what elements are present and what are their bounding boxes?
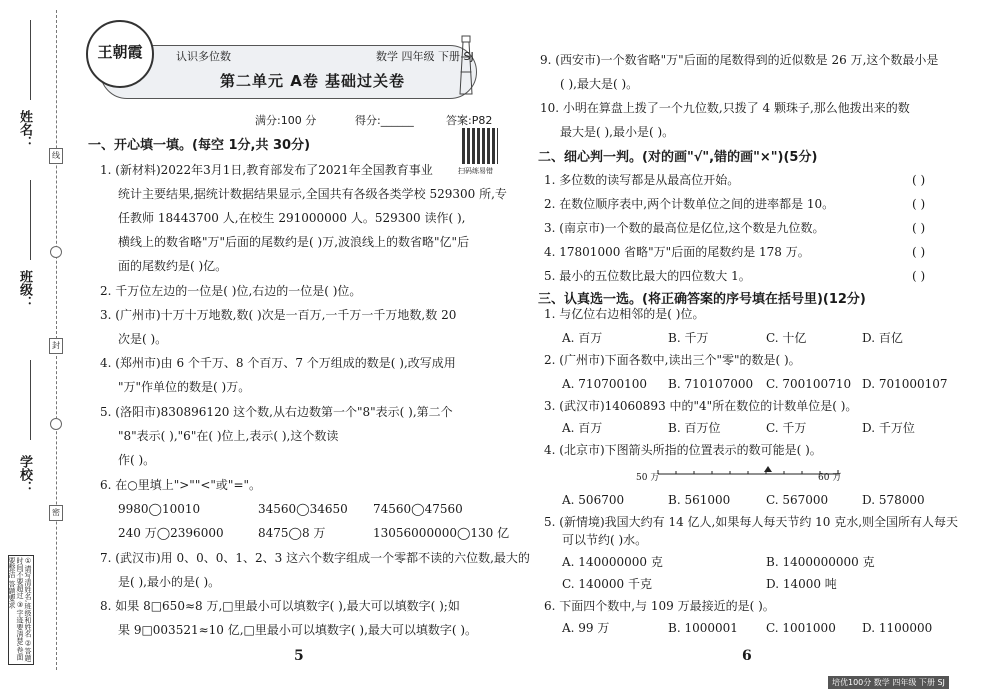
q1-line-a: 1. (新材料)2022年3月1日,教育部发布了2021年全国教育事业 xyxy=(100,163,433,177)
choice-question: 1. 与亿位右边相邻的是( )位。 xyxy=(544,307,705,321)
q6-item[interactable]: 9980◯10010 xyxy=(118,502,201,516)
choice-option[interactable]: C. 140000 千克 xyxy=(562,577,653,591)
judge-item: 4. 17801000 省略"万"后面的尾数约是 178 万。 xyxy=(544,245,810,259)
q8-line-a: 8. 如果 8□650≈8 万,□里最小可以填数字( ),最大可以填数字( );如 xyxy=(100,599,460,613)
axis-label-left: 50 万 xyxy=(636,473,660,483)
name-blank[interactable] xyxy=(30,20,31,100)
margin-mark-seal: 封 xyxy=(49,338,63,354)
q10-line-b: 最大是( ),最小是( )。 xyxy=(560,125,675,139)
choice-option[interactable]: D. 14000 吨 xyxy=(766,577,837,591)
choice-question: 3. (武汉市)14060893 中的"4"所在数位的计数单位是( )。 xyxy=(544,399,858,413)
choice-option[interactable]: C. 567000 xyxy=(766,493,829,507)
school-label: 学校： xyxy=(17,455,32,494)
q10-line-a: 10. 小明在算盘上拨了一个九位数,只拨了 4 颗珠子,那么他拨出来的数 xyxy=(540,101,910,115)
q5-line-a: 5. (洛阳市)830896120 这个数,从右边数第一个"8"表示( ),第二个 xyxy=(100,405,453,419)
choice-option[interactable]: A. 99 万 xyxy=(562,621,610,635)
choice-option[interactable]: D. 701000107 xyxy=(862,377,948,391)
choice-option[interactable]: C. 千万 xyxy=(766,421,807,435)
page-title: 第二单元 A卷 基础过关卷 xyxy=(220,72,406,90)
qr-code[interactable] xyxy=(462,128,498,164)
page-number-left: 5 xyxy=(294,648,304,664)
exam-notes: ①请写清姓名,班级和姓名 ②答题时间不要超过 ③字迹要清楚,卷面要整洁 答题要求 xyxy=(8,555,34,665)
section-2-title: 二、细心判一判。(对的画"√",错的画"×")(5分) xyxy=(538,150,818,165)
q7-line-a: 7. (武汉市)用 0、0、0、1、2、3 这六个数字组成一个零都不读的六位数,最大的 xyxy=(100,551,530,565)
lighthouse-icon xyxy=(456,32,476,96)
binding-margin xyxy=(0,0,80,694)
axis-label-right: 60 万 xyxy=(818,473,842,483)
judge-answer-box[interactable]: ( ) xyxy=(912,245,926,259)
choice-option[interactable]: B. 1000001 xyxy=(668,621,738,635)
q4-line-b: "万"作单位的数是( )万。 xyxy=(118,380,251,394)
choice-option[interactable]: D. 578000 xyxy=(862,493,925,507)
q5-line-c: 作( )。 xyxy=(118,453,156,467)
q6-item[interactable]: 34560◯34650 xyxy=(258,502,348,516)
choice-option[interactable]: A. 506700 xyxy=(562,493,625,507)
name-label: 姓名： xyxy=(17,110,32,149)
q9-line-a: 9. (西安市)一个数省略"万"后面的尾数得到的近似数是 26 万,这个数最小是 xyxy=(540,53,939,67)
q2: 2. 千万位左边的一位是( )位,右边的一位是( )位。 xyxy=(100,284,362,298)
q6-item[interactable]: 8475◯8 万 xyxy=(258,526,326,540)
choice-option[interactable]: A. 710700100 xyxy=(562,377,648,391)
choice-option[interactable]: D. 百亿 xyxy=(862,331,903,345)
judge-item: 1. 多位数的读写都是从最高位开始。 xyxy=(544,173,740,187)
margin-mark-line: 线 xyxy=(49,148,63,164)
binding-hole xyxy=(50,418,62,430)
q6-item[interactable]: 13056000000◯130 亿 xyxy=(373,526,510,540)
q6-item[interactable]: 240 万◯2396000 xyxy=(118,526,224,540)
choice-question: 5. (新情境)我国大约有 14 亿人,如果每人每天节约 10 克水,则全国所有人每天 xyxy=(544,515,959,529)
page-number-right: 6 xyxy=(742,648,752,664)
school-blank[interactable] xyxy=(30,360,31,440)
q1-line-e: 面的尾数约是( )亿。 xyxy=(118,259,228,273)
full-score: 满分:100 分 xyxy=(255,114,317,127)
q6-prompt: 6. 在○里填上">""<"或"="。 xyxy=(100,478,262,492)
choice-question: 6. 下面四个数中,与 109 万最接近的是( )。 xyxy=(544,599,775,613)
margin-mark-secret: 密 xyxy=(49,505,63,521)
q5-line-b: "8"表示( ),"6"在( )位上,表示( ),这个数读 xyxy=(118,429,339,443)
q1-line-c: 任教师 18443700 人,在校生 291000000 人。529300 读作( ), xyxy=(118,211,466,225)
class-blank[interactable] xyxy=(30,180,31,260)
q6-item[interactable]: 74560◯47560 xyxy=(373,502,463,516)
choice-option[interactable]: B. 1400000000 克 xyxy=(766,555,875,569)
choice-question: 4. (北京市)下图箭头所指的位置表示的数可能是( )。 xyxy=(544,443,822,457)
q8-line-b: 果 9□003521≈10 亿,□里最小可以填数字( ),最大可以填数字( )。 xyxy=(118,623,478,637)
choice-option[interactable]: C. 1001000 xyxy=(766,621,836,635)
choice-question-cont: 可以节约( )水。 xyxy=(562,533,648,547)
judge-answer-box[interactable]: ( ) xyxy=(912,197,926,211)
choice-option[interactable]: A. 百万 xyxy=(562,331,603,345)
binding-hole xyxy=(50,246,62,258)
judge-answer-box[interactable]: ( ) xyxy=(912,221,926,235)
choice-option[interactable]: C. 十亿 xyxy=(766,331,807,345)
choice-option[interactable]: B. 千万 xyxy=(668,331,709,345)
unit-topic: 认识多位数 xyxy=(176,50,231,63)
footer-badge: 培优100分 数学 四年级 下册 SJ xyxy=(828,676,949,689)
qr-caption: 扫码练易错 xyxy=(458,167,493,175)
judge-answer-box[interactable]: ( ) xyxy=(912,269,926,283)
choice-option[interactable]: D. 千万位 xyxy=(862,421,915,435)
brand-logo: 王朝霞 xyxy=(86,20,154,88)
choice-option[interactable]: C. 700100710 xyxy=(766,377,852,391)
q4-line-a: 4. (郑州市)由 6 个千万、8 个百万、7 个万组成的数是( ),改写成用 xyxy=(100,356,456,370)
answer-reference: 答案:P82 xyxy=(446,114,493,127)
arrow-pointer-icon xyxy=(764,466,772,472)
choice-question: 2. (广州市)下面各数中,读出三个"零"的数是( )。 xyxy=(544,353,801,367)
choice-option[interactable]: D. 1100000 xyxy=(862,621,933,635)
q7-line-b: 是( ),最小的是( )。 xyxy=(118,575,221,589)
judge-item: 2. 在数位顺序表中,两个计数单位之间的进率都是 10。 xyxy=(544,197,835,211)
class-label: 班级： xyxy=(17,270,32,309)
score-field[interactable]: 得分:______ xyxy=(355,114,414,127)
choice-option[interactable]: A. 百万 xyxy=(562,421,603,435)
judge-item: 3. (南京市)一个数的最高位是亿位,这个数是九位数。 xyxy=(544,221,825,235)
choice-option[interactable]: A. 140000000 克 xyxy=(562,555,663,569)
q1-line-d: 横线上的数省略"万"后面的尾数约是( )万,波浪线上的数省略"亿"后 xyxy=(118,235,470,249)
choice-option[interactable]: B. 710107000 xyxy=(668,377,754,391)
q3-line-b: 次是( )。 xyxy=(118,332,168,346)
section-1-title: 一、开心填一填。(每空 1分,共 30分) xyxy=(88,138,311,153)
choice-option[interactable]: B. 561000 xyxy=(668,493,731,507)
q1-line-b: 统计主要结果,据统计数据结果显示,全国共有各级各类学校 529300 所,专 xyxy=(118,187,507,201)
section-3-title: 三、认真选一选。(将正确答案的序号填在括号里)(12分) xyxy=(538,292,866,307)
q3-line-a: 3. (广州市)十万十万地数,数( )次是一百万,一千万一千万地数,数 20 xyxy=(100,308,457,322)
choice-option[interactable]: B. 百万位 xyxy=(668,421,721,435)
subject-info: 数学 四年级 下册 SJ xyxy=(376,50,474,63)
q9-line-b: ( ),最大是( )。 xyxy=(560,77,639,91)
judge-answer-box[interactable]: ( ) xyxy=(912,173,926,187)
judge-item: 5. 最小的五位数比最大的四位数大 1。 xyxy=(544,269,751,283)
